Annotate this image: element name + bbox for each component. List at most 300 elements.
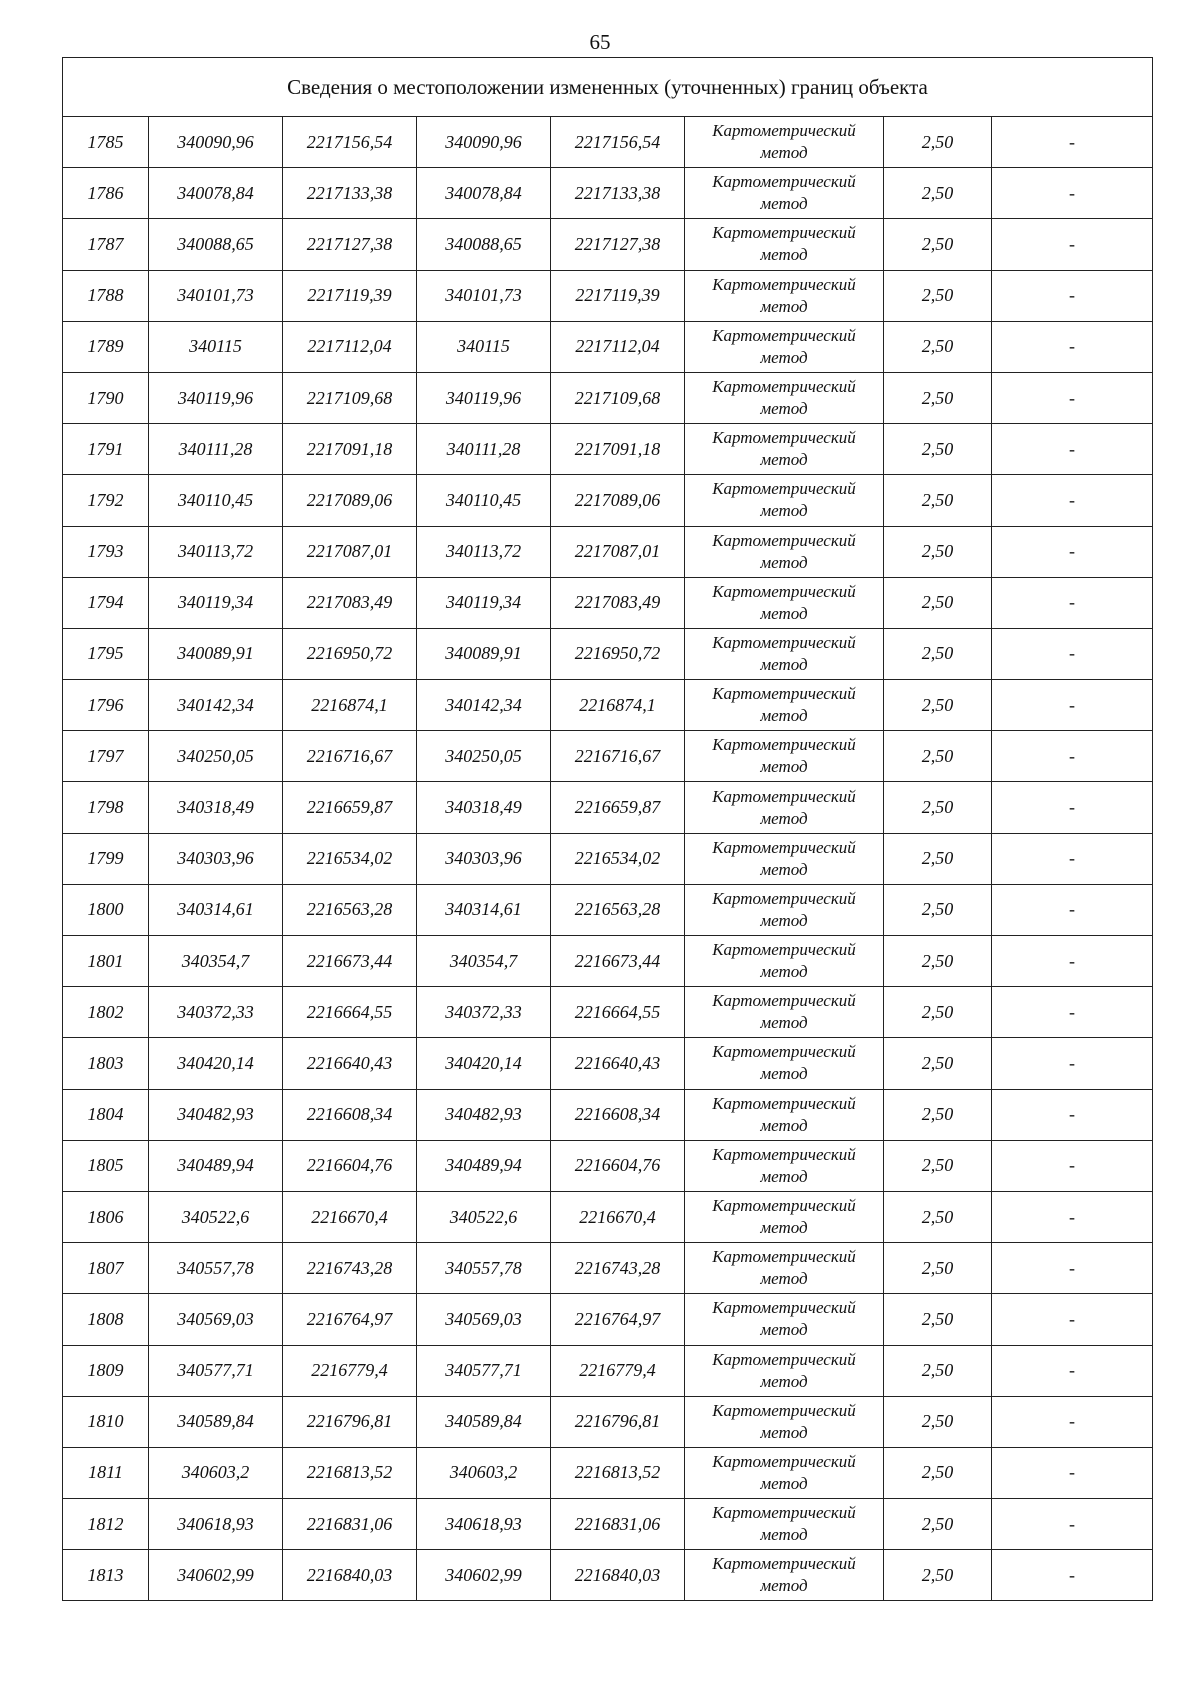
y-existing-cell: 2216608,34 <box>283 1089 417 1140</box>
accuracy-cell: 2,50 <box>884 168 992 219</box>
point-number-cell: 1792 <box>63 475 149 526</box>
y-refined-cell: 2216779,4 <box>551 1345 685 1396</box>
coordinates-table <box>62 57 1153 1601</box>
method-line-2: метод <box>760 757 808 777</box>
method-line-2: метод <box>760 1422 808 1442</box>
point-number-cell: 1802 <box>63 987 149 1038</box>
method-line-1: Картометрический <box>712 1503 856 1523</box>
point-number-cell: 1785 <box>63 117 149 168</box>
y-refined-cell: 2216604,76 <box>551 1140 685 1191</box>
x-refined-cell: 340522,6 <box>417 1191 551 1242</box>
point-number-cell: 1791 <box>63 424 149 475</box>
y-existing-cell: 2216670,4 <box>283 1191 417 1242</box>
point-number-cell: 1812 <box>63 1499 149 1550</box>
y-refined-cell: 2216840,03 <box>551 1550 685 1601</box>
description-cell: - <box>992 321 1153 372</box>
description-cell: - <box>992 372 1153 423</box>
point-number-cell: 1807 <box>63 1243 149 1294</box>
description-cell: - <box>992 782 1153 833</box>
accuracy-cell: 2,50 <box>884 219 992 270</box>
table-row <box>63 884 1153 935</box>
method-cell <box>685 833 884 884</box>
accuracy-cell: 2,50 <box>884 270 992 321</box>
description-cell: - <box>992 577 1153 628</box>
x-refined-cell: 340489,94 <box>417 1140 551 1191</box>
accuracy-cell: 2,50 <box>884 117 992 168</box>
y-refined-cell: 2216608,34 <box>551 1089 685 1140</box>
x-refined-cell: 340354,7 <box>417 936 551 987</box>
x-existing-cell: 340557,78 <box>149 1243 283 1294</box>
point-number-cell: 1799 <box>63 833 149 884</box>
method-line-2: метод <box>760 1115 808 1135</box>
y-existing-cell: 2216640,43 <box>283 1038 417 1089</box>
method-line-1: Картометрический <box>712 1554 856 1574</box>
method-line-1: Картометрический <box>712 1400 856 1420</box>
y-existing-cell: 2216840,03 <box>283 1550 417 1601</box>
method-cell <box>685 1243 884 1294</box>
accuracy-cell: 2,50 <box>884 321 992 372</box>
method-cell <box>685 1294 884 1345</box>
description-cell: - <box>992 270 1153 321</box>
method-line-2: метод <box>760 962 808 982</box>
table-row <box>63 680 1153 731</box>
x-existing-cell: 340589,84 <box>149 1396 283 1447</box>
accuracy-cell: 2,50 <box>884 1191 992 1242</box>
y-existing-cell: 2217119,39 <box>283 270 417 321</box>
description-cell: - <box>992 1447 1153 1498</box>
table-row <box>63 117 1153 168</box>
x-existing-cell: 340577,71 <box>149 1345 283 1396</box>
method-cell <box>685 1191 884 1242</box>
point-number-cell: 1811 <box>63 1447 149 1498</box>
accuracy-cell: 2,50 <box>884 833 992 884</box>
page-number: 65 <box>589 30 611 54</box>
x-existing-cell: 340119,34 <box>149 577 283 628</box>
x-refined-cell: 340303,96 <box>417 833 551 884</box>
x-refined-cell: 340110,45 <box>417 475 551 526</box>
x-existing-cell: 340569,03 <box>149 1294 283 1345</box>
y-existing-cell: 2216874,1 <box>283 680 417 731</box>
point-number-cell: 1800 <box>63 884 149 935</box>
y-refined-cell: 2216673,44 <box>551 936 685 987</box>
method-line-2: метод <box>760 808 808 828</box>
method-line-2: метод <box>760 859 808 879</box>
table-row <box>63 833 1153 884</box>
table-row <box>63 577 1153 628</box>
table-row <box>63 219 1153 270</box>
table-row <box>63 1243 1153 1294</box>
y-refined-cell: 2217127,38 <box>551 219 685 270</box>
method-line-2: метод <box>760 296 808 316</box>
x-refined-cell: 340119,34 <box>417 577 551 628</box>
table-row <box>63 424 1153 475</box>
point-number-cell: 1793 <box>63 526 149 577</box>
x-existing-cell: 340250,05 <box>149 731 283 782</box>
accuracy-cell: 2,50 <box>884 1140 992 1191</box>
point-number-cell: 1798 <box>63 782 149 833</box>
method-line-2: метод <box>760 1525 808 1545</box>
method-line-1: Картометрический <box>712 428 856 448</box>
y-refined-cell: 2216716,67 <box>551 731 685 782</box>
x-existing-cell: 340618,93 <box>149 1499 283 1550</box>
method-line-1: Картометрический <box>712 632 856 652</box>
method-line-1: Картометрический <box>712 735 856 755</box>
x-existing-cell: 340318,49 <box>149 782 283 833</box>
point-number-cell: 1788 <box>63 270 149 321</box>
table-row <box>63 987 1153 1038</box>
method-cell <box>685 475 884 526</box>
method-cell <box>685 731 884 782</box>
table-row <box>63 475 1153 526</box>
x-refined-cell: 340250,05 <box>417 731 551 782</box>
y-existing-cell: 2217087,01 <box>283 526 417 577</box>
accuracy-cell: 2,50 <box>884 1243 992 1294</box>
method-line-2: метод <box>760 1576 808 1596</box>
y-existing-cell: 2217156,54 <box>283 117 417 168</box>
method-cell <box>685 1499 884 1550</box>
description-cell: - <box>992 833 1153 884</box>
y-existing-cell: 2217127,38 <box>283 219 417 270</box>
point-number-cell: 1787 <box>63 219 149 270</box>
x-refined-cell: 340078,84 <box>417 168 551 219</box>
y-existing-cell: 2216664,55 <box>283 987 417 1038</box>
y-existing-cell: 2216604,76 <box>283 1140 417 1191</box>
method-line-1: Картометрический <box>712 786 856 806</box>
method-line-1: Картометрический <box>712 325 856 345</box>
y-existing-cell: 2217091,18 <box>283 424 417 475</box>
x-refined-cell: 340569,03 <box>417 1294 551 1345</box>
method-line-2: метод <box>760 245 808 265</box>
description-cell: - <box>992 1345 1153 1396</box>
x-refined-cell: 340119,96 <box>417 372 551 423</box>
method-cell <box>685 1396 884 1447</box>
method-cell <box>685 424 884 475</box>
y-refined-cell: 2216743,28 <box>551 1243 685 1294</box>
method-line-2: метод <box>760 450 808 470</box>
method-cell <box>685 1140 884 1191</box>
y-existing-cell: 2216673,44 <box>283 936 417 987</box>
method-line-1: Картометрический <box>712 837 856 857</box>
x-refined-cell: 340090,96 <box>417 117 551 168</box>
y-existing-cell: 2216659,87 <box>283 782 417 833</box>
point-number-cell: 1810 <box>63 1396 149 1447</box>
method-cell <box>685 270 884 321</box>
accuracy-cell: 2,50 <box>884 1447 992 1498</box>
table-row <box>63 731 1153 782</box>
accuracy-cell: 2,50 <box>884 526 992 577</box>
x-refined-cell: 340557,78 <box>417 1243 551 1294</box>
x-existing-cell: 340372,33 <box>149 987 283 1038</box>
method-line-2: метод <box>760 1371 808 1391</box>
method-cell <box>685 987 884 1038</box>
y-refined-cell: 2216796,81 <box>551 1396 685 1447</box>
method-line-2: метод <box>760 143 808 163</box>
method-line-2: метод <box>760 1473 808 1493</box>
x-existing-cell: 340089,91 <box>149 628 283 679</box>
method-cell <box>685 782 884 833</box>
x-existing-cell: 340314,61 <box>149 884 283 935</box>
accuracy-cell: 2,50 <box>884 936 992 987</box>
table-row <box>63 270 1153 321</box>
point-number-cell: 1813 <box>63 1550 149 1601</box>
accuracy-cell: 2,50 <box>884 1345 992 1396</box>
method-line-1: Картометрический <box>712 530 856 550</box>
method-cell <box>685 168 884 219</box>
y-existing-cell: 2216796,81 <box>283 1396 417 1447</box>
accuracy-cell: 2,50 <box>884 884 992 935</box>
x-existing-cell: 340090,96 <box>149 117 283 168</box>
method-line-1: Картометрический <box>712 888 856 908</box>
point-number-cell: 1805 <box>63 1140 149 1191</box>
method-cell <box>685 936 884 987</box>
method-cell <box>685 526 884 577</box>
method-line-1: Картометрический <box>712 121 856 141</box>
method-line-2: метод <box>760 910 808 930</box>
x-existing-cell: 340602,99 <box>149 1550 283 1601</box>
point-number-cell: 1795 <box>63 628 149 679</box>
table-row <box>63 782 1153 833</box>
method-line-1: Картометрический <box>712 479 856 499</box>
y-existing-cell: 2217083,49 <box>283 577 417 628</box>
y-refined-cell: 2216664,55 <box>551 987 685 1038</box>
x-refined-cell: 340089,91 <box>417 628 551 679</box>
y-refined-cell: 2217133,38 <box>551 168 685 219</box>
method-line-2: метод <box>760 194 808 214</box>
y-existing-cell: 2217089,06 <box>283 475 417 526</box>
description-cell: - <box>992 219 1153 270</box>
method-line-1: Картометрический <box>712 581 856 601</box>
y-refined-cell: 2216831,06 <box>551 1499 685 1550</box>
table-row <box>63 1191 1153 1242</box>
x-refined-cell: 340420,14 <box>417 1038 551 1089</box>
x-refined-cell: 340088,65 <box>417 219 551 270</box>
table-caption: Сведения о местоположении измененных (уточненных) границ объекта <box>63 58 1153 117</box>
accuracy-cell: 2,50 <box>884 577 992 628</box>
point-number-cell: 1794 <box>63 577 149 628</box>
table-row <box>63 1447 1153 1498</box>
method-line-2: метод <box>760 1013 808 1033</box>
y-refined-cell: 2216813,52 <box>551 1447 685 1498</box>
y-existing-cell: 2216950,72 <box>283 628 417 679</box>
method-cell <box>685 884 884 935</box>
table-row <box>63 526 1153 577</box>
accuracy-cell: 2,50 <box>884 1396 992 1447</box>
method-line-1: Картометрический <box>712 991 856 1011</box>
method-line-1: Картометрический <box>712 172 856 192</box>
x-existing-cell: 340113,72 <box>149 526 283 577</box>
accuracy-cell: 2,50 <box>884 628 992 679</box>
point-number-cell: 1796 <box>63 680 149 731</box>
table-row <box>63 168 1153 219</box>
x-existing-cell: 340111,28 <box>149 424 283 475</box>
method-line-2: метод <box>760 501 808 521</box>
description-cell: - <box>992 1243 1153 1294</box>
method-cell <box>685 321 884 372</box>
description-cell: - <box>992 1089 1153 1140</box>
table-row <box>63 1089 1153 1140</box>
method-line-1: Картометрический <box>712 377 856 397</box>
point-number-cell: 1789 <box>63 321 149 372</box>
method-line-1: Картометрический <box>712 1349 856 1369</box>
method-line-1: Картометрический <box>712 1298 856 1318</box>
point-number-cell: 1808 <box>63 1294 149 1345</box>
table-row <box>63 936 1153 987</box>
method-line-2: метод <box>760 399 808 419</box>
x-refined-cell: 340603,2 <box>417 1447 551 1498</box>
x-refined-cell: 340101,73 <box>417 270 551 321</box>
accuracy-cell: 2,50 <box>884 987 992 1038</box>
method-line-1: Картометрический <box>712 684 856 704</box>
method-line-1: Картометрический <box>712 1093 856 1113</box>
table-row <box>63 372 1153 423</box>
description-cell: - <box>992 168 1153 219</box>
description-cell: - <box>992 424 1153 475</box>
x-existing-cell: 340119,96 <box>149 372 283 423</box>
y-refined-cell: 2216764,97 <box>551 1294 685 1345</box>
x-existing-cell: 340115 <box>149 321 283 372</box>
accuracy-cell: 2,50 <box>884 1038 992 1089</box>
y-refined-cell: 2217083,49 <box>551 577 685 628</box>
x-existing-cell: 340101,73 <box>149 270 283 321</box>
method-cell <box>685 117 884 168</box>
x-existing-cell: 340354,7 <box>149 936 283 987</box>
table-row <box>63 1140 1153 1191</box>
method-line-1: Картометрический <box>712 1247 856 1267</box>
accuracy-cell: 2,50 <box>884 424 992 475</box>
method-cell <box>685 1345 884 1396</box>
method-line-2: метод <box>760 1218 808 1238</box>
point-number-cell: 1809 <box>63 1345 149 1396</box>
x-refined-cell: 340618,93 <box>417 1499 551 1550</box>
y-refined-cell: 2216640,43 <box>551 1038 685 1089</box>
x-refined-cell: 340482,93 <box>417 1089 551 1140</box>
y-refined-cell: 2216670,4 <box>551 1191 685 1242</box>
x-existing-cell: 340482,93 <box>149 1089 283 1140</box>
table-row <box>63 1294 1153 1345</box>
method-cell <box>685 372 884 423</box>
accuracy-cell: 2,50 <box>884 475 992 526</box>
point-number-cell: 1803 <box>63 1038 149 1089</box>
accuracy-cell: 2,50 <box>884 372 992 423</box>
y-existing-cell: 2216743,28 <box>283 1243 417 1294</box>
y-refined-cell: 2216534,02 <box>551 833 685 884</box>
method-cell <box>685 577 884 628</box>
x-existing-cell: 340420,14 <box>149 1038 283 1089</box>
description-cell: - <box>992 475 1153 526</box>
description-cell: - <box>992 117 1153 168</box>
description-cell: - <box>992 680 1153 731</box>
method-cell <box>685 1550 884 1601</box>
point-number-cell: 1806 <box>63 1191 149 1242</box>
method-line-2: метод <box>760 706 808 726</box>
x-refined-cell: 340115 <box>417 321 551 372</box>
y-existing-cell: 2216716,67 <box>283 731 417 782</box>
method-cell <box>685 1038 884 1089</box>
point-number-cell: 1790 <box>63 372 149 423</box>
description-cell: - <box>992 1140 1153 1191</box>
method-line-2: метод <box>760 1064 808 1084</box>
x-existing-cell: 340078,84 <box>149 168 283 219</box>
y-refined-cell: 2216874,1 <box>551 680 685 731</box>
point-number-cell: 1786 <box>63 168 149 219</box>
table-row <box>63 1038 1153 1089</box>
x-existing-cell: 340603,2 <box>149 1447 283 1498</box>
y-refined-cell: 2217091,18 <box>551 424 685 475</box>
method-cell <box>685 680 884 731</box>
accuracy-cell: 2,50 <box>884 680 992 731</box>
table-row <box>63 1499 1153 1550</box>
method-line-2: метод <box>760 552 808 572</box>
y-refined-cell: 2217156,54 <box>551 117 685 168</box>
x-refined-cell: 340142,34 <box>417 680 551 731</box>
y-existing-cell: 2216831,06 <box>283 1499 417 1550</box>
table-row <box>63 321 1153 372</box>
y-refined-cell: 2217119,39 <box>551 270 685 321</box>
x-refined-cell: 340577,71 <box>417 1345 551 1396</box>
method-line-2: метод <box>760 603 808 623</box>
method-line-2: метод <box>760 1269 808 1289</box>
y-refined-cell: 2217089,06 <box>551 475 685 526</box>
y-refined-cell: 2216563,28 <box>551 884 685 935</box>
accuracy-cell: 2,50 <box>884 782 992 833</box>
description-cell: - <box>992 628 1153 679</box>
table-row <box>63 628 1153 679</box>
x-refined-cell: 340113,72 <box>417 526 551 577</box>
description-cell: - <box>992 526 1153 577</box>
point-number-cell: 1797 <box>63 731 149 782</box>
y-existing-cell: 2216563,28 <box>283 884 417 935</box>
method-line-2: метод <box>760 1320 808 1340</box>
x-refined-cell: 340602,99 <box>417 1550 551 1601</box>
accuracy-cell: 2,50 <box>884 1089 992 1140</box>
accuracy-cell: 2,50 <box>884 1499 992 1550</box>
method-cell <box>685 1089 884 1140</box>
x-existing-cell: 340303,96 <box>149 833 283 884</box>
description-cell: - <box>992 936 1153 987</box>
y-existing-cell: 2216534,02 <box>283 833 417 884</box>
method-line-1: Картометрический <box>712 940 856 960</box>
method-cell <box>685 628 884 679</box>
description-cell: - <box>992 987 1153 1038</box>
method-line-1: Картометрический <box>712 1451 856 1471</box>
accuracy-cell: 2,50 <box>884 731 992 782</box>
description-cell: - <box>992 1396 1153 1447</box>
y-existing-cell: 2217133,38 <box>283 168 417 219</box>
x-refined-cell: 340111,28 <box>417 424 551 475</box>
y-existing-cell: 2216764,97 <box>283 1294 417 1345</box>
description-cell: - <box>992 1550 1153 1601</box>
accuracy-cell: 2,50 <box>884 1550 992 1601</box>
x-refined-cell: 340318,49 <box>417 782 551 833</box>
point-number-cell: 1801 <box>63 936 149 987</box>
y-existing-cell: 2216813,52 <box>283 1447 417 1498</box>
method-cell <box>685 1447 884 1498</box>
method-line-2: метод <box>760 1166 808 1186</box>
y-existing-cell: 2216779,4 <box>283 1345 417 1396</box>
method-line-1: Картометрический <box>712 1144 856 1164</box>
description-cell: - <box>992 731 1153 782</box>
method-cell <box>685 219 884 270</box>
table-row <box>63 1550 1153 1601</box>
y-refined-cell: 2217109,68 <box>551 372 685 423</box>
method-line-2: метод <box>760 654 808 674</box>
method-line-2: метод <box>760 347 808 367</box>
x-existing-cell: 340110,45 <box>149 475 283 526</box>
y-refined-cell: 2216950,72 <box>551 628 685 679</box>
y-refined-cell: 2217112,04 <box>551 321 685 372</box>
x-existing-cell: 340088,65 <box>149 219 283 270</box>
method-line-1: Картометрический <box>712 1042 856 1062</box>
